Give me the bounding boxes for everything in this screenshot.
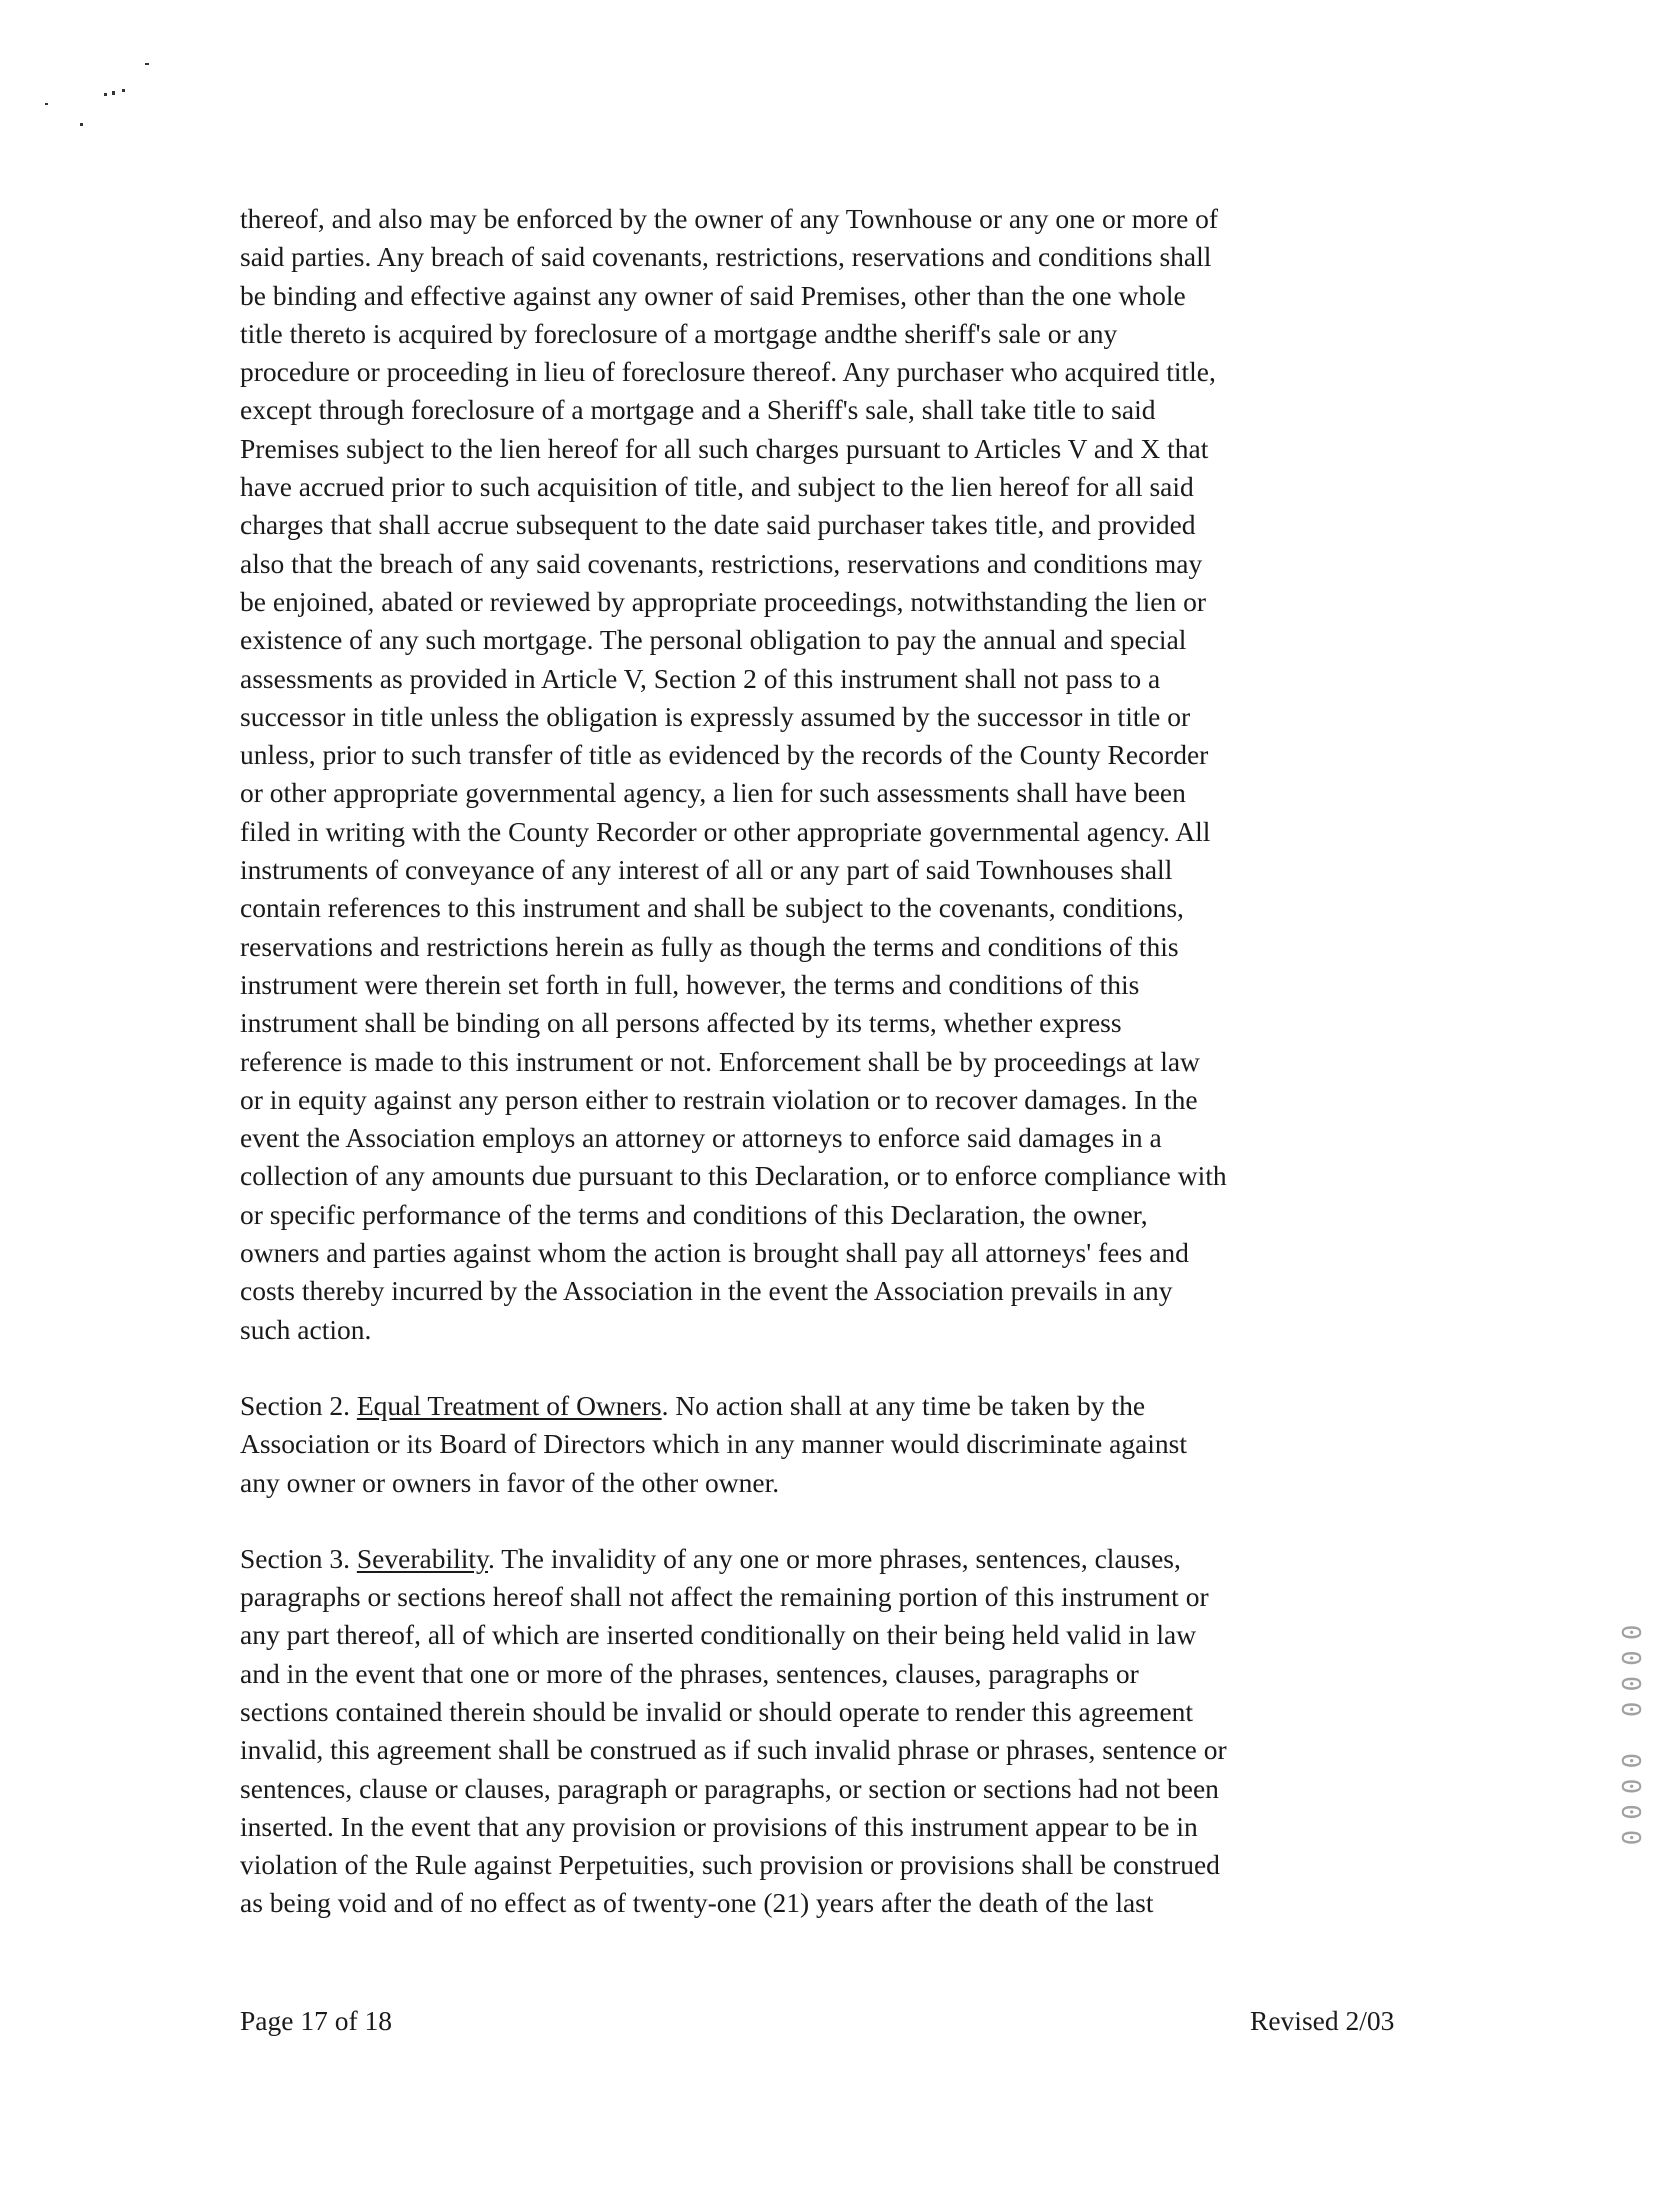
text-line: collection of any amounts due pursuant to this Declaration, or to enforce compliance with (240, 1160, 1227, 1192)
text-line: any part thereof, all of which are inserted conditionally on their being held valid in law (240, 1619, 1197, 1651)
text-line: successor in title unless the obligation is expressly assumed by the successor in title or (240, 700, 1191, 732)
text-line: sentences, clause or clauses, paragraph or paragraphs, or section or sections had not been (240, 1772, 1219, 1804)
text-line: except through foreclosure of a mortgage and a Sheriff's sale, shall take title to said (240, 394, 1156, 426)
section-heading: Equal Treatment of Owners (356, 1389, 662, 1421)
text-line: or other appropriate governmental agency, a lien for such assessments shall have been (240, 777, 1186, 809)
text-line: instrument were therein set forth in full, however, the terms and conditions of this (240, 968, 1140, 1000)
text-line: assessments as provided in Article V, Section 2 of this instrument shall not pass to a (240, 662, 1161, 694)
text-line: said parties. Any breach of said covenants, restrictions, reservations and conditions shall (240, 241, 1212, 273)
text-line: reference is made to this instrument or not. Enforcement shall be by proceedings at law (240, 1045, 1200, 1077)
text-line: costs thereby incurred by the Association in the event the Association prevails in any (240, 1275, 1173, 1307)
paragraph-enforcement (240, 200, 1460, 1349)
text-line: Premises subject to the lien hereof for all such charges pursuant to Articles V and X that (240, 432, 1209, 464)
text-line (240, 1540, 1460, 1578)
text-line: existence of any such mortgage. The personal obligation to pay the annual and special (240, 624, 1187, 656)
text-line: be binding and effective against any owner of said Premises, other than the one whole (240, 279, 1186, 311)
document-body (240, 200, 1460, 1961)
section-3-severability (240, 1540, 1460, 1923)
text-line: violation of the Rule against Perpetuities, such provision or provisions shall be construed (240, 1849, 1220, 1881)
text-line: event the Association employs an attorney or attorneys to enforce said damages in a (240, 1122, 1162, 1154)
text-line: instrument shall be binding on all persons affected by its terms, whether express (240, 1007, 1122, 1039)
text-line: contain references to this instrument and shall be subject to the covenants, conditions, (240, 892, 1184, 924)
text-line: sections contained therein should be invalid or should operate to render this agreement (240, 1695, 1194, 1727)
text-line: inserted. In the event that any provision or provisions of this instrument appear to be in (240, 1810, 1198, 1842)
text-line: title thereto is acquired by foreclosure of a mortgage andthe sheriff's sale or any (240, 317, 1118, 349)
text-line: be enjoined, abated or reviewed by appropriate proceedings, notwithstanding the lien or (240, 585, 1207, 617)
text-line: or specific performance of the terms and conditions of this Declaration, the owner, (240, 1198, 1148, 1230)
text-line: filed in writing with the County Recorder or other appropriate governmental agency. All (240, 815, 1211, 847)
text-line: charges that shall accrue subsequent to the date said purchaser takes title, and provided (240, 509, 1196, 541)
page-number: Page 17 of 18 (240, 2005, 392, 2036)
recording-stamp (1610, 1555, 1650, 1925)
text-line: procedure or proceeding in lieu of foreclosure thereof. Any purchaser who acquired title, (240, 356, 1216, 388)
section-text: . The invalidity of any one or more phrases, sentences, clauses, (487, 1542, 1181, 1574)
text-line: such action. (240, 1313, 372, 1345)
text-line: owners and parties against whom the action is brought shall pay all attorneys' fees and (240, 1237, 1189, 1269)
section-heading: Severability (356, 1542, 488, 1574)
text-line: any owner or owners in favor of the other owner. (240, 1466, 780, 1498)
text-line: paragraphs or sections hereof shall not affect the remaining portion of this instrument or (240, 1581, 1209, 1613)
text-line: reservations and restrictions herein as fully as though the terms and conditions of this (240, 930, 1179, 962)
text-line: or in equity against any person either to restrain violation or to recover damages. In the (240, 1083, 1198, 1115)
text-line: and in the event that one or more of the phrases, sentences, clauses, paragraphs or (240, 1657, 1139, 1689)
recording-stamp-text: 0000 0000 (1615, 1624, 1645, 1856)
text-line (240, 1387, 1460, 1425)
text-line: have accrued prior to such acquisition of title, and subject to the lien hereof for all said (240, 471, 1194, 503)
text-line: Association or its Board of Directors which in any manner would discriminate against (240, 1428, 1188, 1460)
section-number: Section 2. (240, 1389, 357, 1421)
text-line: thereof, and also may be enforced by the owner of any Townhouse or any one or more of (240, 203, 1219, 234)
text-line: unless, prior to such transfer of title as evidenced by the records of the County Recorder (240, 739, 1209, 771)
text-line: instruments of conveyance of any interest of all or any part of said Townhouses shall (240, 854, 1173, 886)
text-line: invalid, this agreement shall be construed as if such invalid phrase or phrases, sentence or (240, 1734, 1227, 1766)
revision-date: Revised 2/03 (1250, 2005, 1395, 2036)
text-line: as being void and of no effect as of twenty-one (21) years after the death of the last (240, 1887, 1154, 1919)
text-line: also that the breach of any said covenants, restrictions, reservations and conditions may (240, 547, 1203, 579)
scan-specks-icon (40, 55, 160, 135)
section-text: . No action shall at any time be taken by the (661, 1389, 1146, 1421)
section-2-equal-treatment (240, 1387, 1460, 1502)
section-number: Section 3. (240, 1542, 357, 1574)
